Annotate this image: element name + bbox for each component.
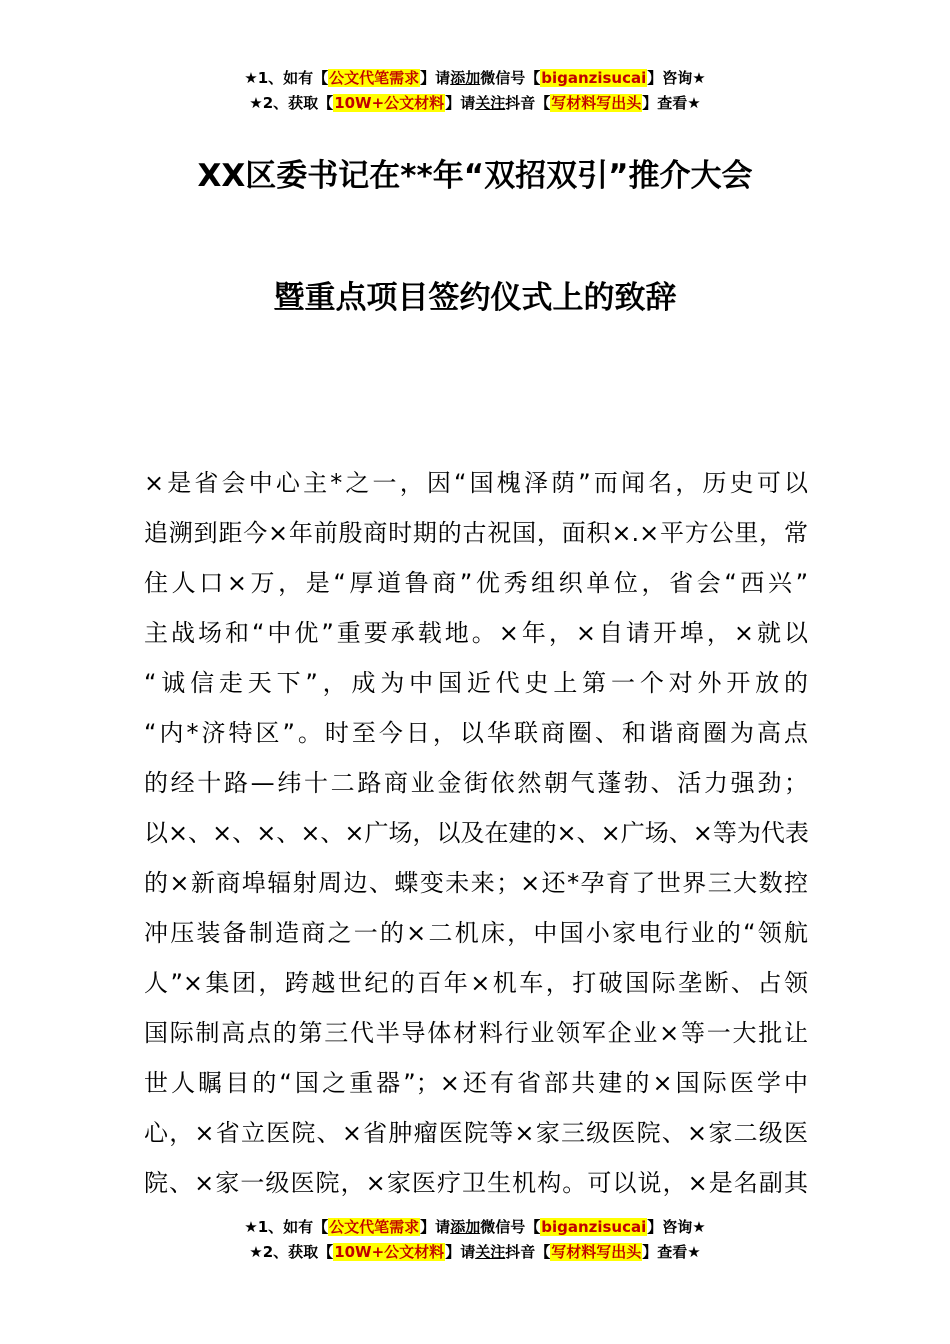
paragraph-line: 冲压装备制造商之一的×二机床，中国小家电行业的“领航 [144, 919, 808, 947]
paragraph-line: 人”×集团，跨越世纪的百年×机车，打破国际垄断、占领 [144, 969, 808, 997]
underlined-text: 添加 [450, 69, 481, 87]
banner-text: 微信号【 [480, 69, 541, 87]
paragraph-line: 世人瞩目的“国之重器”；×还有省部共建的×国际医学中 [144, 1069, 808, 1097]
banner-text: 】咨询★ [647, 1218, 706, 1236]
highlight-materials: 10W+公文材料 [334, 94, 445, 112]
highlight-douyin-account: 写材料写出头 [551, 1243, 642, 1261]
banner-text: 】请 [445, 1243, 476, 1261]
banner-text: 抖音【 [505, 1243, 551, 1261]
footer-banner [0, 1215, 950, 1265]
paragraph-line: “内*济特区”。时至今日，以华联商圈、和谐商圈为高点 [144, 719, 808, 747]
banner-text: ★2、获取【 [249, 1243, 334, 1261]
paragraph-line: “诚信走天下”，成为中国近代史上第一个对外开放的 [144, 669, 808, 697]
body-paragraph [144, 458, 808, 1208]
banner-text: ★1、如有【 [244, 1218, 329, 1236]
banner-text: 】请 [420, 69, 451, 87]
banner-text: 】请 [420, 1218, 451, 1236]
document-title-line-2: 暨重点项目签约仪式上的致辞 [273, 280, 677, 316]
highlight-wechat-id: biganzisucai [541, 1218, 647, 1236]
highlight-douyin-account: 写材料写出头 [551, 94, 642, 112]
paragraph-line: 心，×省立医院、×省肿瘤医院等×家三级医院、×家二级医 [144, 1119, 808, 1147]
banner-text: 抖音【 [505, 94, 551, 112]
banner-text: 】查看★ [642, 1243, 701, 1261]
paragraph-line: 的经十路—纬十二路商业金街依然朝气蓬勃、活力强劲； [144, 769, 808, 797]
paragraph-line: 院、×家一级医院，×家医疗卫生机构。可以说，×是名副其 [144, 1169, 808, 1197]
banner-text: ★1、如有【 [244, 69, 329, 87]
underlined-text: 关注 [475, 1243, 506, 1261]
banner-text: 】查看★ [642, 94, 701, 112]
paragraph-line: 主战场和“中优”重要承载地。×年，×自请开埠，×就以 [144, 619, 808, 647]
header-banner [0, 66, 950, 116]
banner-line-2 [0, 91, 950, 116]
highlight-materials: 10W+公文材料 [334, 1243, 445, 1261]
paragraph-line: 追溯到距今×年前殷商时期的古祝国，面积×.×平方公里，常 [144, 519, 808, 547]
highlight-service: 公文代笔需求 [329, 1218, 420, 1236]
banner-line-1 [0, 66, 950, 91]
banner-text: 】请 [445, 94, 476, 112]
highlight-service: 公文代笔需求 [329, 69, 420, 87]
paragraph-line: 以×、×、×、×、×广场，以及在建的×、×广场、×等为代表 [144, 819, 809, 847]
banner-line-2 [0, 1240, 950, 1265]
underlined-text: 添加 [450, 1218, 481, 1236]
banner-text: 】咨询★ [647, 69, 706, 87]
paragraph-line: ×是省会中心主*之一，因“国槐泽荫”而闻名，历史可以 [144, 469, 808, 497]
banner-text: 微信号【 [480, 1218, 541, 1236]
banner-text: ★2、获取【 [249, 94, 334, 112]
banner-line-1 [0, 1215, 950, 1240]
paragraph-line: 住人口×万，是“厚道鲁商”优秀组织单位，省会“西兴” [144, 569, 808, 597]
underlined-text: 关注 [475, 94, 506, 112]
document-title-line-1: XX区委书记在**年“双招双引”推介大会 [197, 158, 753, 194]
paragraph-line: 的×新商埠辐射周边、蝶变未来；×还*孕育了世界三大数控 [144, 869, 808, 897]
paragraph-line: 国际制高点的第三代半导体材料行业领军企业×等一大批让 [144, 1019, 808, 1047]
highlight-wechat-id: biganzisucai [541, 69, 647, 87]
